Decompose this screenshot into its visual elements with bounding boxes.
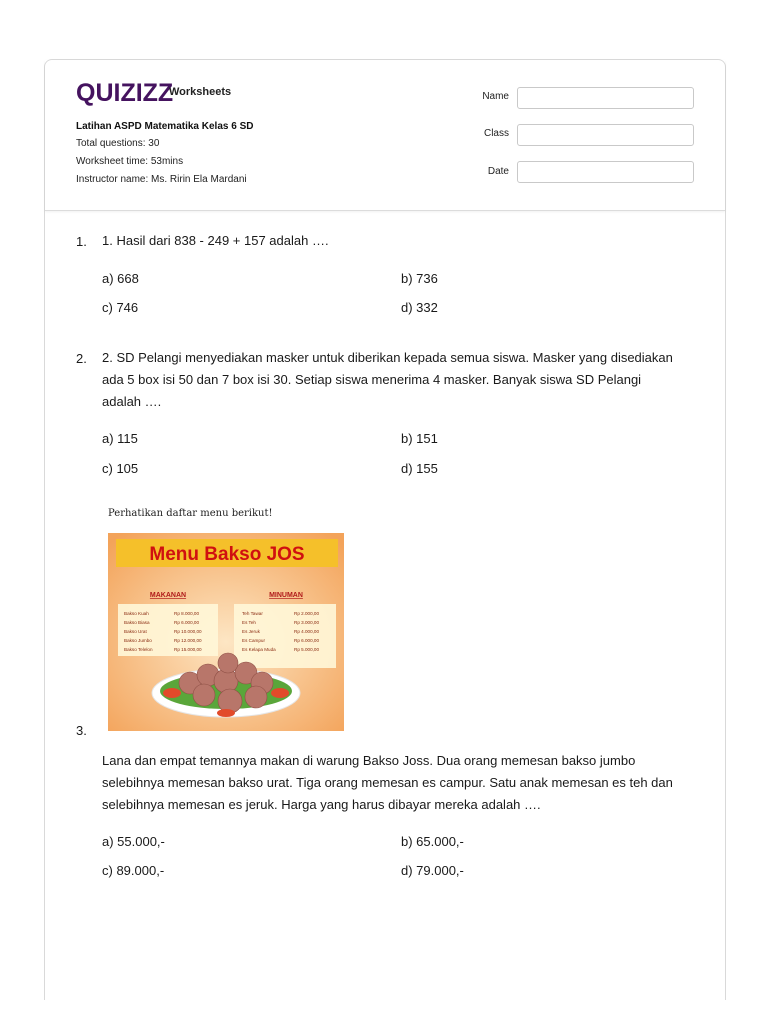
option-c: c) 746	[102, 300, 139, 315]
quizizz-logo: QUIZIZZ	[76, 79, 174, 107]
menu-item-price: Rp 12.000,00	[174, 638, 202, 643]
minuman-header: MINUMAN	[269, 592, 303, 599]
menu-item-name: Es Jeruk	[242, 629, 260, 634]
option-c: c) 105	[102, 461, 139, 476]
menu-item-name: Bakso Biasa	[124, 620, 150, 625]
total-questions: Total questions: 30	[76, 138, 160, 149]
option-d: d) 332	[401, 300, 438, 315]
question-text-line: 2. SD Pelangi menyediakan masker untuk diberikan kepada semua siswa. Masker yang disediakan	[102, 350, 673, 365]
menu-item-name: Bakso Urat	[124, 629, 147, 634]
menu-item-price: Rp 15.000,00	[174, 647, 202, 652]
menu-item-price: Rp 10.000,00	[174, 629, 202, 634]
option-c: c) 89.000,-	[102, 863, 165, 878]
menu-item-price: Rp 3.000,00	[294, 620, 320, 625]
question-text-line: selebihnya memesan es jeruk. Harga yang harus dibayar mereka adalah ….	[102, 797, 541, 812]
menu-item-price: Rp 8.000,00	[174, 611, 200, 616]
question-text-line: selebihnya memesan bakso urat. Tiga orang memesan es campur. Satu anak memesan es teh dan	[102, 775, 673, 790]
date-label: Date	[487, 166, 509, 177]
menu-item-price: Rp 4.000,00	[294, 629, 320, 634]
question-number: 1.	[76, 234, 87, 249]
class-label: Class	[483, 128, 509, 139]
menu-item-name: Bakso Jumbo	[124, 638, 152, 643]
option-d: d) 155	[401, 461, 438, 476]
image-caption: Perhatikan daftar menu berikut!	[108, 508, 273, 519]
name-label: Name	[482, 91, 509, 102]
menu-item-name: Es Campur	[242, 638, 265, 643]
menu-item-name: Bakso Kuah	[124, 611, 149, 616]
makanan-header: MAKANAN	[149, 592, 187, 599]
option-a: a) 115	[102, 431, 138, 446]
worksheet-time: Worksheet time: 53mins	[76, 156, 184, 167]
option-a: a) 668	[102, 271, 139, 286]
worksheet-page	[44, 59, 726, 1000]
question-number: 2.	[76, 351, 87, 366]
date-field[interactable]	[517, 161, 694, 183]
question-text: 1. Hasil dari 838 - 249 + 157 adalah ….	[102, 233, 329, 248]
class-field[interactable]	[517, 124, 694, 146]
menu-item-name: Es Teh	[242, 620, 256, 625]
question-text-line: adalah ….	[102, 394, 162, 409]
option-a: a) 55.000,-	[102, 834, 165, 849]
menu-item-name: Es Kelapa Muda	[242, 647, 276, 652]
menu-item-name: Teh Tawar	[242, 611, 263, 616]
question-number: 3.	[76, 723, 87, 738]
instructor-name: Instructor name: Ms. Ririn Ela Mardani	[76, 174, 247, 185]
worksheet-header	[45, 60, 725, 211]
menu-item-price: Rp 6.000,00	[294, 638, 320, 643]
menu-image	[108, 533, 344, 731]
option-b: b) 151	[401, 431, 438, 446]
option-b: b) 736	[401, 271, 438, 286]
name-field[interactable]	[517, 87, 694, 109]
worksheet-title: Latihan ASPD Matematika Kelas 6 SD	[76, 121, 254, 132]
menu-title: Menu Bakso JOS	[149, 544, 305, 565]
option-d: d) 79.000,-	[401, 863, 464, 878]
question-text-line: ada 5 box isi 50 dan 7 box isi 30. Setiap siswa menerima 4 masker. Banyak siswa SD Pelangi	[102, 372, 642, 387]
logo-subtitle: Worksheets	[169, 86, 232, 98]
question-text-line: Lana dan empat temannya makan di warung Bakso Joss. Dua orang memesan bakso jumbo	[102, 753, 636, 768]
menu-item-price: Rp 2.000,00	[294, 611, 320, 616]
menu-item-price: Rp 5.000,00	[294, 647, 320, 652]
menu-item-price: Rp 6.000,00	[174, 620, 200, 625]
menu-item-name: Bakso Telelon	[124, 647, 153, 652]
option-b: b) 65.000,-	[401, 834, 464, 849]
